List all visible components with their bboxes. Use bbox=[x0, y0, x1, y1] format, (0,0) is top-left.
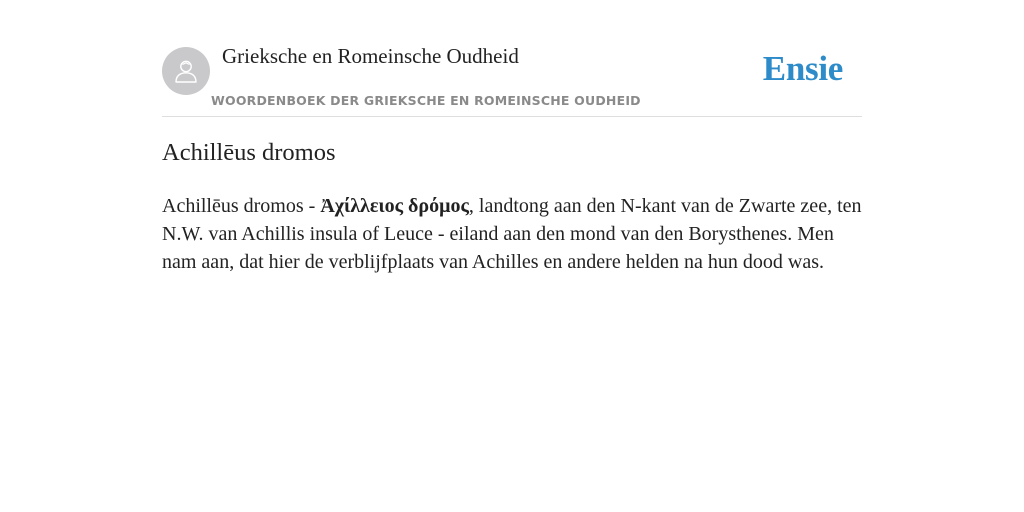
dictionary-title-link[interactable]: Grieksche en Romeinsche Oudheid bbox=[222, 44, 519, 68]
dictionary-subtitle: WOORDENBOEK DER GRIEKSCHE EN ROMEINSCHE OUDHEID bbox=[211, 93, 641, 108]
page-container bbox=[162, 0, 862, 273]
entry-title: Achillēus dromos bbox=[162, 139, 336, 166]
entry-greek-term: Ἀχίλλειος δρόμος bbox=[320, 195, 469, 217]
user-icon bbox=[171, 56, 201, 86]
ensie-logo-link[interactable]: Ensie bbox=[762, 49, 843, 88]
page-header bbox=[162, 0, 862, 117]
avatar[interactable] bbox=[162, 47, 210, 95]
entry-lead-text: Achillēus dromos - bbox=[162, 195, 321, 217]
entry-definition-text: , landtong aan den N-kant van de Zwarte zee, ten N.W. van Achillis insula of Leuce - eiland aan den mond van den Borysthenes. Men nam aan, dat hier de verblijfplaats van Achilles en andere helden na hun dood was. bbox=[162, 195, 862, 273]
entry-definition bbox=[162, 192, 862, 276]
